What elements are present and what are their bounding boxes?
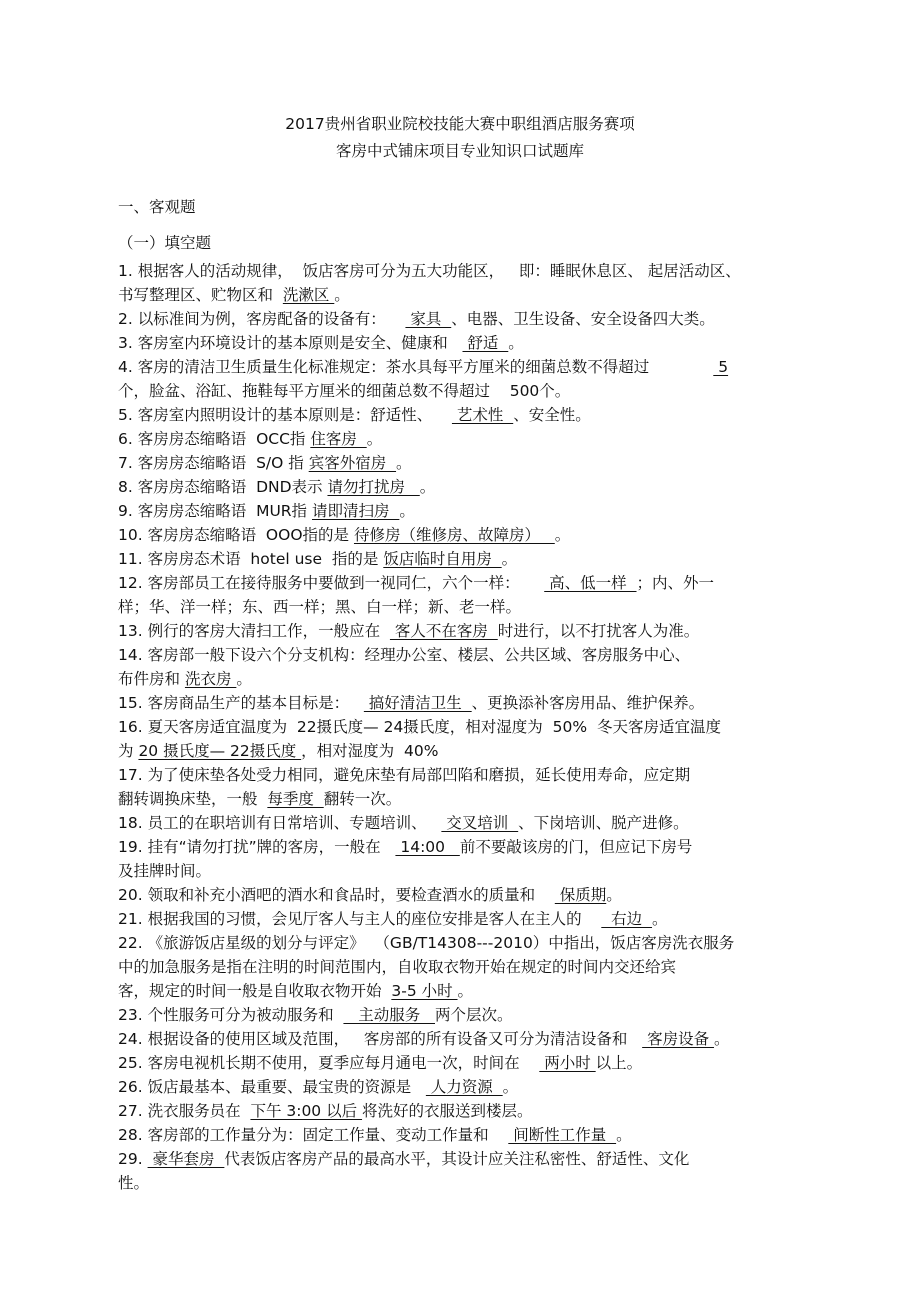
question-line: [118, 741, 438, 761]
question-text: 7. 客房房态缩略语 S/O 指: [118, 454, 309, 472]
question-text: 客，规定的时间一般是自收取衣物开始: [118, 982, 392, 1000]
doc-title-line-1: 2017贵州省职业院校技能大赛中职组酒店服务赛项: [285, 115, 635, 133]
question-text: 24. 根据设备的使用区域及范围， 客房部的所有设备又可分为清洁设备和: [118, 1030, 643, 1048]
question-line: [118, 405, 591, 425]
answer-blank: 间断性工作量: [508, 1126, 617, 1144]
answer-blank: 搞好清洁卫生: [363, 694, 472, 712]
question-line: [118, 813, 689, 833]
question-text-after: 。: [236, 670, 252, 688]
answer-blank: 下午 3:00 以后: [250, 1102, 363, 1120]
question-line: [118, 621, 699, 641]
question-text: 1. 根据客人的活动规律， 饭店客房可分为五大功能区， 即：睡眠休息区、 起居活动区、: [118, 262, 741, 280]
answer-blank: 客房设备: [642, 1030, 715, 1048]
answer-blank: 艺术性: [451, 406, 514, 424]
question-text: 9. 客房房态缩略语 MUR指: [118, 502, 312, 520]
doc-title-line-2: 客房中式铺床项目专业知识口试题库: [335, 142, 584, 160]
answer-blank: 住客房: [310, 430, 367, 448]
answer-blank: 交叉培训: [441, 814, 519, 832]
question-text: 12. 客房部员工在接待服务中要做到一视同仁，六个一样：: [118, 574, 545, 592]
question-text-after: 。: [334, 286, 350, 304]
question-text-after: 。: [457, 982, 474, 1000]
question-line: [118, 837, 692, 857]
question-line: [118, 1101, 533, 1121]
question-text: 26. 饭店最基本、最重要、最宝贵的资源是: [118, 1078, 426, 1096]
question-line: [118, 381, 570, 401]
question-text: 及挂牌时间。: [118, 862, 212, 880]
question-line: [118, 1053, 642, 1073]
question-text: 28. 客房部的工作量分为：固定工作量、变动工作量和: [118, 1126, 509, 1144]
question-line: [118, 525, 570, 545]
question-line: [118, 717, 721, 737]
question-line: [118, 1029, 730, 1049]
question-text: 27. 洗衣服务员在: [118, 1102, 251, 1120]
section-heading: 一、客观题: [118, 198, 196, 216]
question-text-after: 。: [419, 478, 436, 496]
question-line: [118, 333, 524, 353]
question-text: 8. 客房房态缩略语 DND表示: [118, 478, 328, 496]
question-text: 10. 客房房态缩略语 OOO指的是: [118, 526, 354, 544]
question-text-after: 。: [366, 430, 383, 448]
answer-blank: 两小时: [539, 1054, 596, 1072]
answer-blank: 待修房（维修房、故障房）: [353, 526, 555, 544]
question-line: [118, 1173, 149, 1193]
question-line: [118, 693, 704, 713]
answer-blank: 请勿打扰房: [327, 478, 420, 496]
question-text-after: 翻转一次。: [323, 790, 402, 808]
question-line: [118, 1125, 632, 1145]
question-text: 11. 客房房态术语 hotel use 指的是: [118, 550, 384, 568]
question-text-after: 。: [396, 454, 412, 472]
question-text-after: 。: [399, 502, 415, 520]
question-text: 书写整理区、贮物区和: [118, 286, 283, 304]
question-text: 20. 领取和补充小酒吧的酒水和食品时，要检查酒水的质量和: [118, 886, 555, 904]
question-text: 17. 为了使床垫各处受力相同，避免床垫有局部凹陷和磨损，延长使用寿命，应定期: [118, 766, 691, 784]
answer-blank: 人力资源: [425, 1078, 503, 1096]
question-text-after: 、更换添补客房用品、维护保养。: [471, 694, 705, 712]
question-line: [118, 261, 741, 281]
answer-blank: 请即清扫房: [312, 502, 400, 520]
question-line: [118, 477, 435, 497]
question-text: 性。: [118, 1174, 150, 1192]
answer-blank: 洗漱区: [282, 286, 335, 304]
answer-blank: 14:00: [395, 838, 460, 856]
question-text-after: 。: [508, 334, 524, 352]
question-text-after: ，相对湿度为 40%: [301, 742, 439, 760]
answer-blank: 每季度: [267, 790, 324, 808]
answer-blank: 家具: [405, 310, 452, 328]
question-text: 4. 客房的清洁卫生质量生化标准规定：茶水具每平方厘米的细菌总数不得超过: [118, 358, 714, 376]
question-text: 13. 例行的客房大清扫工作，一般应在: [118, 622, 390, 640]
question-text: 15. 客房商品生产的基本目标是：: [118, 694, 364, 712]
question-line: [118, 501, 415, 521]
question-line: [118, 597, 521, 617]
question-line: [118, 669, 252, 689]
answer-blank: 客人不在客房: [389, 622, 498, 640]
question-text: 6. 客房房态缩略语 OCC指: [118, 430, 311, 448]
question-line: [118, 453, 412, 473]
question-text: 18. 员工的在职培训有日常培训、专题培训、: [118, 814, 442, 832]
question-line: [118, 957, 676, 977]
answer-blank: 3-5 小时: [391, 982, 458, 1000]
question-text: 中的加急服务是指在注明的时间范围内，自收取衣物开始在规定的时间内交还给宾: [118, 958, 677, 976]
question-text-after: 时进行，以不打扰客人为准。: [497, 622, 700, 640]
answer-blank: 宾客外宿房: [308, 454, 397, 472]
question-text-after: 、电器、卫生设备、安全设备四大类。: [451, 310, 715, 328]
answer-blank: 保质期: [554, 886, 607, 904]
question-line: [118, 357, 728, 377]
question-text-after: 、安全性。: [513, 406, 591, 424]
question-text: 为: [118, 742, 139, 760]
question-text: 25. 客房电视机长期不使用，夏季应每月通电一次，时间在: [118, 1054, 540, 1072]
question-text-after: 。: [714, 1030, 730, 1048]
question-line: [118, 1005, 513, 1025]
question-line: [118, 1077, 518, 1097]
question-line: [118, 573, 714, 593]
question-line: [118, 789, 401, 809]
question-text: 样；华、洋一样；东、西一样；黑、白一样；新、老一样。: [118, 598, 522, 616]
question-text-after: 。: [502, 1078, 519, 1096]
question-text-after: 前不要敲该房的门，但应记下房号: [459, 838, 693, 856]
question-text-after: 。: [606, 886, 622, 904]
question-line: [118, 981, 473, 1001]
subsection-heading: （一）填空题: [118, 234, 212, 252]
question-line: [118, 309, 715, 329]
answer-blank: 5: [713, 358, 729, 376]
question-line: [118, 885, 622, 905]
answer-blank: 主动服务: [343, 1006, 435, 1024]
question-text-after: 、下岗培训、脱产进修。: [518, 814, 689, 832]
question-text: 21. 根据我国的习惯，会见厅客人与主人的座位安排是客人在主人的: [118, 910, 602, 928]
question-text: 2. 以标准间为例，客房配备的设备有：: [118, 310, 406, 328]
question-text-after: ；内、外一: [636, 574, 715, 592]
answer-blank: 高、低一样: [544, 574, 637, 592]
question-line: [118, 933, 734, 953]
question-line: [118, 645, 690, 665]
answer-blank: 豪华套房: [147, 1150, 225, 1168]
question-text-after: 。: [652, 910, 668, 928]
question-text-after: 。: [501, 550, 518, 568]
question-text: 翻转调换床垫，一般: [118, 790, 268, 808]
question-text-after: 。: [554, 526, 571, 544]
question-line: [118, 861, 211, 881]
question-text: 5. 客房室内照明设计的基本原则是：舒适性、: [118, 406, 452, 424]
question-text-after: 代表饭店客房产品的最高水平，其设计应关注私密性、舒适性、文化: [224, 1150, 690, 1168]
question-text: 29.: [118, 1150, 148, 1168]
answer-blank: 洗衣房: [184, 670, 237, 688]
question-line: [118, 765, 690, 785]
question-text: 23. 个性服务可分为被动服务和: [118, 1006, 344, 1024]
question-text: 3. 客房室内环境设计的基本原则是安全、健康和: [118, 334, 463, 352]
question-line: [118, 285, 350, 305]
answer-blank: 右边: [601, 910, 653, 928]
question-line: [118, 429, 382, 449]
question-text: 14. 客房部一般下设六个分支机构：经理办公室、楼层、公共区域、客房服务中心、: [118, 646, 691, 664]
answer-blank: 舒适: [462, 334, 509, 352]
question-text: 布件房和: [118, 670, 185, 688]
question-text: 19. 挂有“请勿打扰”牌的客房，一般在: [118, 838, 396, 856]
question-text-after: 将洗好的衣服送到楼层。: [362, 1102, 533, 1120]
question-text-after: 。: [616, 1126, 632, 1144]
question-text: 16. 夏天客房适宜温度为 22摄氏度— 24摄氏度，相对湿度为 50% 冬天客房适宜温度: [118, 718, 721, 736]
question-text: 个，脸盆、浴缸、拖鞋每平方厘米的细菌总数不得超过 500个。: [118, 382, 571, 400]
question-line: [118, 549, 517, 569]
question-text: 22. 《旅游饭店星级的划分与评定》 （GB/T14308---2010）中指出，饭店客房洗衣服务: [118, 934, 735, 952]
question-line: [118, 1149, 689, 1169]
question-line: [118, 909, 668, 929]
answer-blank: 饭店临时自用房: [383, 550, 502, 568]
answer-blank: 20 摄氏度— 22摄氏度: [138, 742, 302, 760]
question-text-after: 两个层次。: [435, 1006, 513, 1024]
question-text-after: 以上。: [595, 1054, 643, 1072]
